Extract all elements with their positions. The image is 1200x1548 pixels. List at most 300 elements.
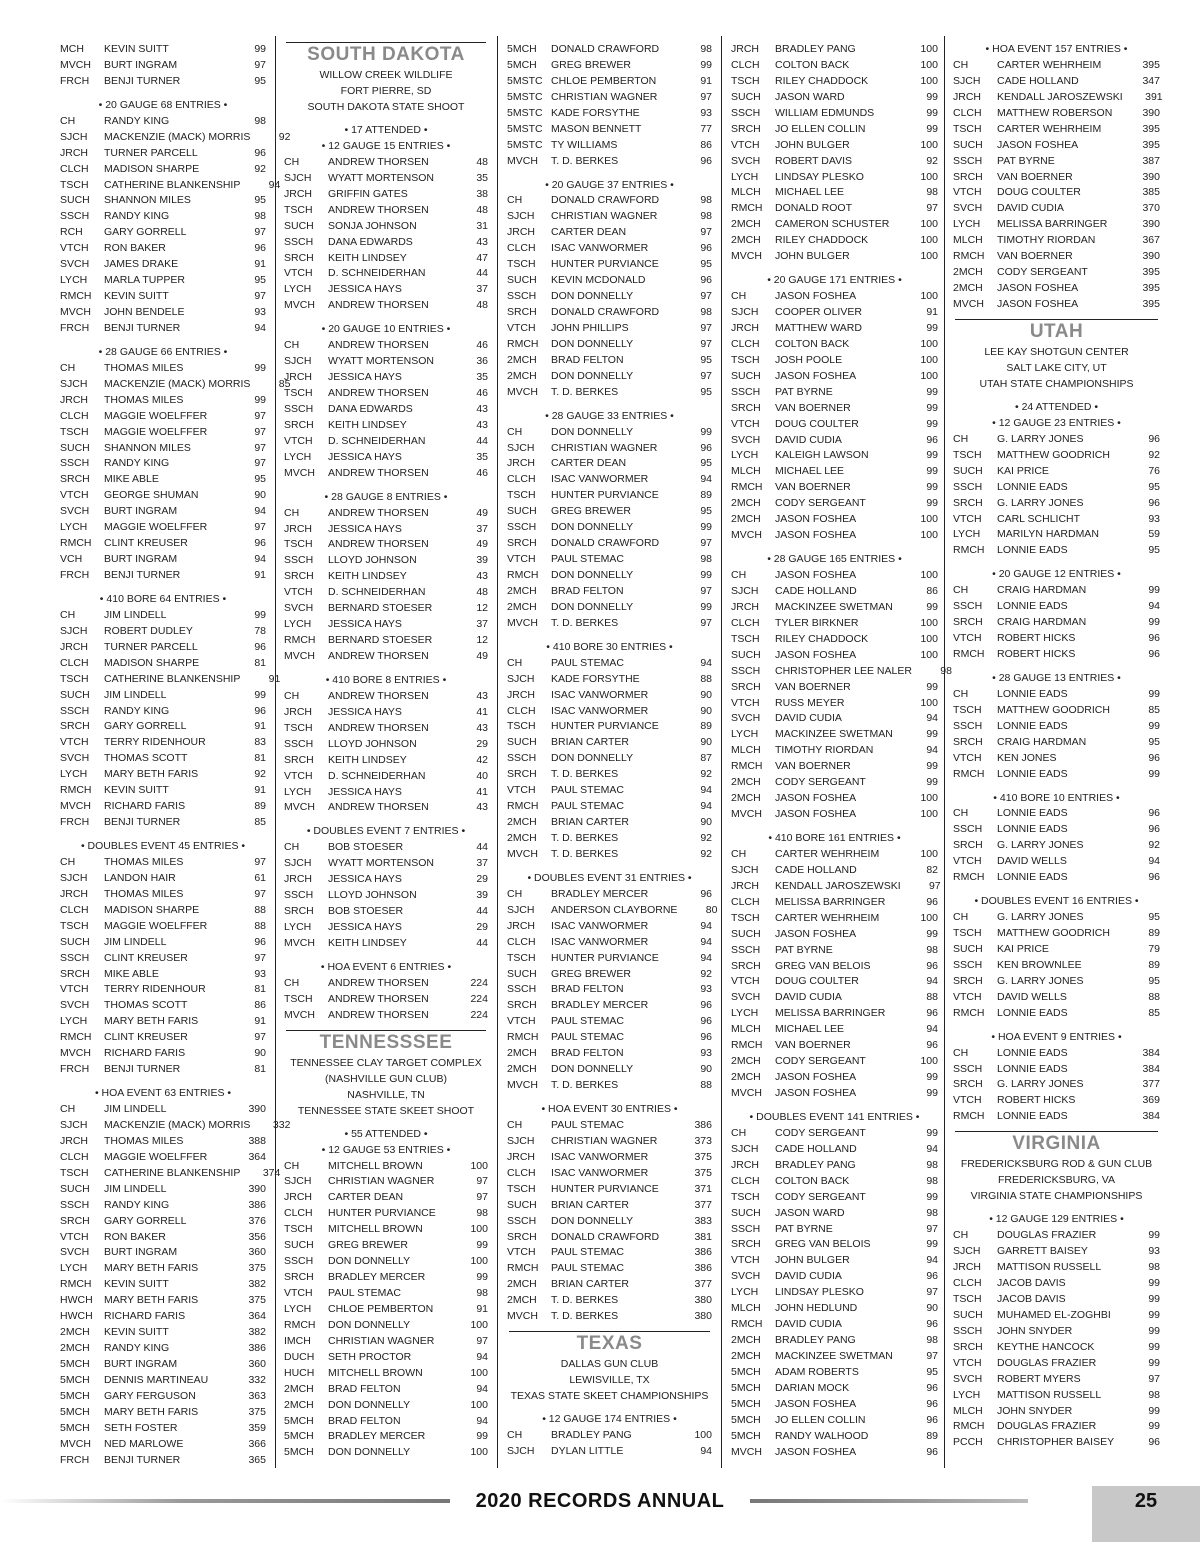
score: 99 bbox=[1148, 1404, 1160, 1417]
result-row bbox=[731, 959, 938, 975]
class-code: SUCH bbox=[507, 736, 537, 749]
class-code: TSCH bbox=[731, 911, 760, 924]
result-row bbox=[60, 456, 266, 472]
class-code: SUCH bbox=[953, 464, 983, 477]
event-heading: • 410 BORE 64 ENTRIES • bbox=[99, 592, 227, 605]
shooter-name: RILEY CHADDOCK bbox=[775, 74, 869, 87]
class-code: JRCH bbox=[731, 600, 759, 613]
event-heading: • 20 GAUGE 37 ENTRIES • bbox=[545, 178, 674, 191]
score: 224 bbox=[470, 1008, 488, 1021]
score: 224 bbox=[470, 992, 488, 1005]
score: 99 bbox=[700, 569, 712, 581]
shooter-name: T. D. BERKES bbox=[551, 1079, 619, 1092]
result-row bbox=[953, 1062, 1160, 1078]
result-row bbox=[507, 74, 712, 90]
class-code: MLCH bbox=[731, 744, 761, 757]
score: 90 bbox=[700, 1063, 712, 1076]
score: 100 bbox=[470, 1255, 488, 1268]
score: 97 bbox=[700, 321, 712, 334]
result-row bbox=[60, 903, 266, 919]
shooter-name: DANA EDWARDS bbox=[328, 235, 413, 248]
shooter-name: DANA EDWARDS bbox=[328, 402, 413, 415]
result-row bbox=[60, 1261, 266, 1277]
shooter-name: JASON FOSHEA bbox=[775, 792, 857, 805]
score: 95 bbox=[254, 473, 266, 486]
score: 99 bbox=[926, 776, 938, 789]
score: 100 bbox=[694, 1429, 712, 1442]
class-code: RMCH bbox=[731, 760, 763, 773]
class-code: SUCH bbox=[284, 1239, 314, 1252]
result-row bbox=[507, 289, 712, 305]
class-code: TSCH bbox=[953, 448, 982, 461]
result-row bbox=[284, 1366, 488, 1382]
class-code: RMCH bbox=[60, 290, 92, 303]
event-heading: • 24 ATTENDED • bbox=[1014, 400, 1098, 413]
score: 90 bbox=[254, 1047, 266, 1060]
shooter-name: JASON FOSHEA bbox=[775, 290, 857, 303]
shooter-name: JESSICA HAYS bbox=[328, 618, 402, 631]
shooter-name: BENJI TURNER bbox=[104, 816, 181, 829]
shooter-name: BRADLEY PANG bbox=[551, 1429, 632, 1442]
score: 99 bbox=[1148, 1308, 1160, 1321]
publication-title: 2020 RECORDS ANNUAL bbox=[475, 1490, 725, 1512]
class-code: SRCH bbox=[953, 170, 983, 183]
result-row bbox=[731, 385, 938, 401]
event-heading: • HOA EVENT 9 ENTRIES • bbox=[991, 1030, 1122, 1043]
class-code: TSCH bbox=[507, 258, 536, 271]
shooter-name: MITCHELL BROWN bbox=[328, 1366, 423, 1379]
result-row bbox=[507, 935, 712, 951]
event-heading: • 20 GAUGE 68 ENTRIES • bbox=[98, 98, 228, 111]
class-code: FRCH bbox=[60, 1063, 90, 1076]
score: 99 bbox=[926, 449, 938, 462]
spacer bbox=[953, 1022, 1160, 1030]
shooter-name: DOUGLAS FRAZIER bbox=[997, 1229, 1097, 1242]
result-row bbox=[731, 233, 938, 249]
class-code: FRCH bbox=[60, 74, 90, 87]
score: 384 bbox=[1142, 1110, 1160, 1123]
result-row bbox=[507, 815, 712, 831]
shooter-name: PAUL STEMAC bbox=[551, 1015, 624, 1028]
class-code: MLCH bbox=[731, 465, 761, 478]
shooter-name: ISAC VANWORMER bbox=[551, 473, 649, 486]
event-heading: • 28 GAUGE 66 ENTRIES • bbox=[98, 345, 228, 358]
spacer bbox=[284, 482, 488, 490]
shooter-name: JIM LINDELL bbox=[104, 935, 167, 948]
class-code: CH bbox=[507, 1429, 523, 1442]
result-row bbox=[284, 266, 488, 282]
result-row bbox=[731, 911, 938, 927]
class-code: VTCH bbox=[284, 1287, 313, 1299]
score: 44 bbox=[476, 905, 488, 918]
class-code: 5MSTC bbox=[507, 122, 543, 135]
score: 384 bbox=[1142, 1046, 1160, 1059]
class-code: JRCH bbox=[60, 640, 88, 653]
shooter-name: KEVIN SUITT bbox=[104, 1278, 169, 1291]
class-code: SJCH bbox=[284, 1175, 312, 1188]
class-code: LYCH bbox=[731, 449, 759, 462]
shooter-name: BENJI TURNER bbox=[104, 569, 181, 581]
shooter-name: G. LARRY JONES bbox=[997, 839, 1084, 852]
result-row bbox=[507, 42, 712, 58]
class-code: SVCH bbox=[60, 258, 90, 271]
result-row bbox=[731, 1445, 938, 1461]
shooter-name: JASON FOSHEA bbox=[997, 282, 1079, 295]
shooter-name: WYATT MORTENSON bbox=[328, 355, 434, 368]
shooter-name: LONNIE EADS bbox=[997, 544, 1068, 557]
result-row bbox=[731, 743, 938, 759]
score: 96 bbox=[926, 1413, 938, 1426]
shooter-name: JOHN PHILLIPS bbox=[551, 321, 629, 334]
class-code: MLCH bbox=[953, 234, 983, 247]
score: 99 bbox=[476, 1271, 488, 1284]
shooter-name: SONJA JOHNSON bbox=[328, 219, 417, 232]
shooter-name: MIKE ABLE bbox=[104, 473, 159, 486]
shooter-name: KEN BROWNLEE bbox=[997, 958, 1082, 971]
class-code: SJCH bbox=[507, 1134, 535, 1147]
score: 43 bbox=[476, 801, 488, 814]
shooter-name: JOHN SNYDER bbox=[997, 1404, 1073, 1417]
shooter-name: MAGGIE WOELFFER bbox=[104, 521, 208, 534]
result-row bbox=[731, 496, 938, 512]
result-row bbox=[731, 1253, 938, 1269]
class-code: CH bbox=[284, 506, 300, 519]
class-code: MVCH bbox=[953, 298, 984, 310]
score: 386 bbox=[694, 1246, 712, 1259]
shooter-name: DAVID CUDIA bbox=[775, 991, 842, 1004]
shooter-name: MARY BETH FARIS bbox=[104, 1262, 199, 1275]
score: 100 bbox=[470, 1159, 488, 1172]
score: 99 bbox=[1148, 1356, 1160, 1369]
shooter-name: DON DONNELLY bbox=[328, 1255, 411, 1268]
shooter-name: THOMAS SCOTT bbox=[104, 752, 188, 765]
result-row bbox=[507, 441, 712, 457]
score: 85 bbox=[1148, 1006, 1160, 1019]
score: 371 bbox=[694, 1182, 712, 1195]
shooter-name: RANDY KING bbox=[104, 210, 170, 223]
class-code: JRCH bbox=[60, 146, 88, 159]
shooter-name: LONNIE EADS bbox=[997, 807, 1068, 820]
score: 100 bbox=[920, 369, 938, 382]
shooter-name: TURNER PARCELL bbox=[104, 640, 198, 653]
score: 94 bbox=[476, 1350, 488, 1363]
score: 88 bbox=[254, 919, 266, 932]
class-code: HWCH bbox=[60, 1310, 93, 1323]
class-code: 2MCH bbox=[507, 600, 537, 613]
result-row bbox=[953, 543, 1160, 559]
shooter-name: SHANNON MILES bbox=[104, 194, 191, 207]
result-row bbox=[507, 1261, 712, 1277]
result-row bbox=[284, 1429, 488, 1445]
shooter-name: KEYTHE HANCOCK bbox=[997, 1340, 1095, 1353]
score: 87 bbox=[700, 752, 712, 765]
shooter-name: KEVIN SUITT bbox=[104, 1326, 169, 1339]
score: 97 bbox=[254, 1031, 266, 1044]
result-row bbox=[284, 649, 488, 665]
class-code: CLCH bbox=[60, 162, 89, 175]
class-code: SRCH bbox=[731, 1238, 761, 1251]
result-row bbox=[60, 998, 266, 1014]
result-row bbox=[731, 1413, 938, 1429]
class-code: 5MCH bbox=[731, 1365, 761, 1378]
score: 99 bbox=[926, 1126, 938, 1139]
score: 97 bbox=[476, 1334, 488, 1347]
class-code: SRCH bbox=[731, 401, 761, 414]
shooter-name: MARY BETH FARIS bbox=[104, 768, 199, 781]
score: 88 bbox=[254, 903, 266, 916]
score: 47 bbox=[476, 251, 488, 264]
shooter-name: JOSH POOLE bbox=[775, 353, 843, 366]
score: 97 bbox=[476, 1191, 488, 1204]
venue-line: FREDERICKSBURG ROD & GUN CLUB bbox=[960, 1158, 1153, 1171]
shooter-name: CADE HOLLAND bbox=[775, 1142, 857, 1155]
score: 96 bbox=[700, 242, 712, 255]
score: 99 bbox=[700, 58, 712, 71]
shooter-name: MELISSA BARRINGER bbox=[997, 218, 1108, 231]
shooter-name: GREG VAN BELOIS bbox=[775, 1238, 871, 1251]
result-row bbox=[731, 584, 938, 600]
class-code: MLCH bbox=[731, 1302, 761, 1315]
score: 91 bbox=[254, 784, 266, 797]
class-code: JRCH bbox=[507, 226, 535, 239]
result-row bbox=[731, 648, 938, 664]
shooter-name: RANDY KING bbox=[104, 457, 170, 470]
shooter-name: ANDREW THORSEN bbox=[328, 1008, 429, 1021]
spacer bbox=[731, 265, 938, 273]
class-code: TSCH bbox=[507, 1182, 536, 1195]
shooter-name: JASON WARD bbox=[775, 90, 845, 103]
shooter-name: ANDREW THORSEN bbox=[328, 506, 429, 519]
result-row bbox=[731, 58, 938, 74]
score: 377 bbox=[694, 1278, 712, 1291]
class-code: RMCH bbox=[731, 1318, 763, 1331]
result-row bbox=[284, 1174, 488, 1190]
shooter-name: BENJI TURNER bbox=[104, 321, 181, 334]
class-code: MVCH bbox=[507, 1079, 538, 1092]
class-code: JRCH bbox=[507, 688, 535, 701]
class-code: CH bbox=[284, 689, 300, 702]
score: 76 bbox=[1148, 464, 1160, 477]
score: 93 bbox=[1148, 512, 1160, 525]
result-row bbox=[731, 1142, 938, 1158]
spacer bbox=[284, 314, 488, 322]
shooter-name: JOHN BULGER bbox=[775, 250, 850, 263]
score: 94 bbox=[476, 1382, 488, 1395]
shooter-name: JASON FOSHEA bbox=[775, 648, 857, 661]
class-code: SJCH bbox=[953, 1245, 981, 1258]
score: 96 bbox=[700, 1031, 712, 1044]
shooter-name: ANDREW THORSEN bbox=[328, 155, 429, 168]
shooter-name: G. LARRY JONES bbox=[997, 974, 1084, 987]
page-number: 25 bbox=[1134, 1490, 1158, 1512]
class-code: RMCH bbox=[507, 800, 539, 813]
class-code: TSCH bbox=[731, 1190, 760, 1203]
shooter-name: LANDON HAIR bbox=[104, 871, 176, 884]
venue-line: SOUTH DAKOTA STATE SHOOT bbox=[307, 101, 465, 113]
result-row bbox=[284, 1222, 488, 1238]
shooter-name: KENDALL JAROSZEWSKI bbox=[775, 879, 901, 892]
result-row bbox=[731, 448, 938, 464]
score: 85 bbox=[254, 816, 266, 829]
shooter-name: LONNIE EADS bbox=[997, 823, 1068, 836]
result-row bbox=[60, 257, 266, 273]
class-code: 2MCH bbox=[507, 816, 537, 829]
result-row bbox=[60, 1277, 266, 1293]
shooter-name: JACOB DAVIS bbox=[997, 1277, 1066, 1289]
class-code: SUCH bbox=[60, 1182, 90, 1195]
result-row bbox=[731, 74, 938, 90]
class-code: SUCH bbox=[731, 927, 761, 940]
score: 380 bbox=[694, 1310, 712, 1323]
class-code: SRCH bbox=[284, 251, 314, 264]
score: 98 bbox=[926, 186, 938, 199]
result-row bbox=[284, 354, 488, 370]
class-code: LYCH bbox=[284, 785, 312, 798]
score: 97 bbox=[254, 409, 266, 422]
result-row bbox=[507, 719, 712, 735]
shooter-name: KEVIN SUITT bbox=[104, 784, 169, 797]
result-row bbox=[284, 553, 488, 569]
shooter-name: MARILYN HARDMAN bbox=[997, 528, 1099, 541]
result-row bbox=[60, 1214, 266, 1230]
shooter-name: KADE FORSYTHE bbox=[551, 106, 640, 119]
result-row bbox=[507, 1198, 712, 1214]
shooter-name: GREG BREWER bbox=[551, 58, 631, 71]
score: 100 bbox=[920, 74, 938, 87]
shooter-name: LONNIE EADS bbox=[997, 687, 1068, 700]
shooter-name: BRADLEY MERCER bbox=[328, 1271, 426, 1284]
class-code: TSCH bbox=[953, 122, 982, 135]
shooter-name: DYLAN LITTLE bbox=[551, 1445, 624, 1457]
score: 100 bbox=[920, 170, 938, 183]
score: 91 bbox=[254, 258, 266, 271]
class-code: CH bbox=[953, 584, 969, 597]
result-row bbox=[284, 992, 488, 1008]
score: 376 bbox=[248, 1214, 266, 1227]
score: 89 bbox=[700, 720, 712, 733]
score: 99 bbox=[1148, 1340, 1160, 1353]
score: 96 bbox=[1148, 807, 1160, 820]
shooter-name: KEITH LINDSEY bbox=[328, 570, 407, 583]
shooter-name: CADE HOLLAND bbox=[775, 863, 857, 876]
class-code: VTCH bbox=[60, 736, 89, 749]
result-row bbox=[507, 337, 712, 353]
class-code: RMCH bbox=[953, 648, 985, 660]
shooter-name: BENJI TURNER bbox=[104, 1063, 181, 1076]
shooter-name: D. SCHNEIDERHAN bbox=[328, 434, 426, 447]
class-code: DUCH bbox=[284, 1350, 315, 1363]
class-code: VTCH bbox=[507, 1015, 536, 1028]
score: 99 bbox=[1148, 616, 1160, 629]
event-heading: • HOA EVENT 6 ENTRIES • bbox=[320, 960, 452, 973]
score: 96 bbox=[926, 1445, 938, 1458]
class-code: VTCH bbox=[507, 1246, 536, 1259]
spacer bbox=[953, 392, 1160, 400]
shooter-name: CHRISTOPHER LEE NALER bbox=[775, 664, 912, 677]
shooter-name: CLINT KREUSER bbox=[104, 1031, 188, 1044]
venue-line: (NASHVILLE GUN CLUB) bbox=[325, 1072, 447, 1085]
shooter-name: BOB STOESER bbox=[328, 905, 404, 918]
class-code: CLCH bbox=[60, 656, 89, 669]
result-row bbox=[507, 688, 712, 704]
class-code: JRCH bbox=[60, 887, 88, 900]
result-row bbox=[507, 1245, 712, 1261]
page-number-box bbox=[1092, 1486, 1200, 1542]
score: 40 bbox=[476, 769, 488, 782]
shooter-name: T. D. BERKES bbox=[551, 847, 619, 860]
shooter-name: MICHAEL LEE bbox=[775, 186, 845, 199]
score: 35 bbox=[476, 171, 488, 184]
score: 98 bbox=[700, 210, 712, 223]
result-row bbox=[60, 130, 291, 146]
score: 96 bbox=[700, 999, 712, 1012]
shooter-name: DAVID CUDIA bbox=[775, 712, 842, 725]
score: 94 bbox=[700, 656, 712, 669]
shooter-name: G. LARRY JONES bbox=[997, 911, 1084, 924]
class-code: TSCH bbox=[731, 74, 760, 87]
result-row bbox=[284, 872, 488, 888]
class-code: CH bbox=[284, 841, 300, 854]
shooter-name: ANDREW THORSEN bbox=[328, 387, 429, 399]
score: 99 bbox=[1148, 1324, 1160, 1337]
result-row bbox=[731, 1006, 938, 1022]
shooter-name: VAN BOERNER bbox=[997, 250, 1073, 263]
result-row bbox=[60, 871, 266, 887]
result-row bbox=[507, 1014, 712, 1030]
shooter-name: ROBERT HICKS bbox=[997, 1094, 1076, 1107]
class-code: FRCH bbox=[60, 816, 90, 829]
score: 95 bbox=[254, 274, 266, 287]
result-row bbox=[60, 1166, 281, 1182]
score: 96 bbox=[1148, 871, 1160, 884]
score: 98 bbox=[700, 553, 712, 566]
class-code: SSCH bbox=[953, 600, 983, 613]
score: 386 bbox=[248, 1342, 266, 1355]
score: 99 bbox=[926, 497, 938, 510]
score: 91 bbox=[254, 720, 266, 733]
result-row bbox=[953, 926, 1160, 942]
score: 99 bbox=[926, 728, 938, 741]
shooter-name: BRADLEY MERCER bbox=[551, 887, 649, 900]
shooter-name: GARY FERGUSON bbox=[104, 1389, 196, 1402]
result-row bbox=[507, 1062, 712, 1078]
score: 99 bbox=[1148, 719, 1160, 732]
class-code: 2MCH bbox=[507, 1047, 537, 1060]
class-code: TSCH bbox=[507, 489, 536, 502]
shooter-name: DON DONNELLY bbox=[551, 1214, 634, 1227]
result-row bbox=[953, 1324, 1160, 1340]
score: 99 bbox=[254, 361, 266, 374]
score: 94 bbox=[700, 784, 712, 797]
shooter-name: MUHAMED EL-ZOGHBI bbox=[997, 1308, 1111, 1321]
shooter-name: RANDY KING bbox=[104, 704, 170, 717]
score: 44 bbox=[476, 267, 488, 280]
event-heading: • DOUBLES EVENT 45 ENTRIES • bbox=[80, 840, 246, 852]
shooter-name: JOHN BULGER bbox=[775, 138, 850, 151]
score: 384 bbox=[1142, 1062, 1160, 1075]
result-row bbox=[284, 171, 488, 187]
shooter-name: ANDERSON CLAYBORNE bbox=[551, 903, 678, 916]
state-name: UTAH bbox=[1029, 320, 1084, 342]
score: 97 bbox=[928, 879, 941, 892]
class-code: PCCH bbox=[953, 1436, 983, 1449]
shooter-name: CRAIG HARDMAN bbox=[997, 616, 1087, 629]
class-code: TSCH bbox=[953, 1292, 982, 1305]
class-code: VTCH bbox=[731, 138, 760, 151]
result-row bbox=[507, 504, 712, 520]
results-column-2 bbox=[284, 42, 488, 1461]
event-heading: • HOA EVENT 63 ENTRIES • bbox=[94, 1087, 232, 1100]
